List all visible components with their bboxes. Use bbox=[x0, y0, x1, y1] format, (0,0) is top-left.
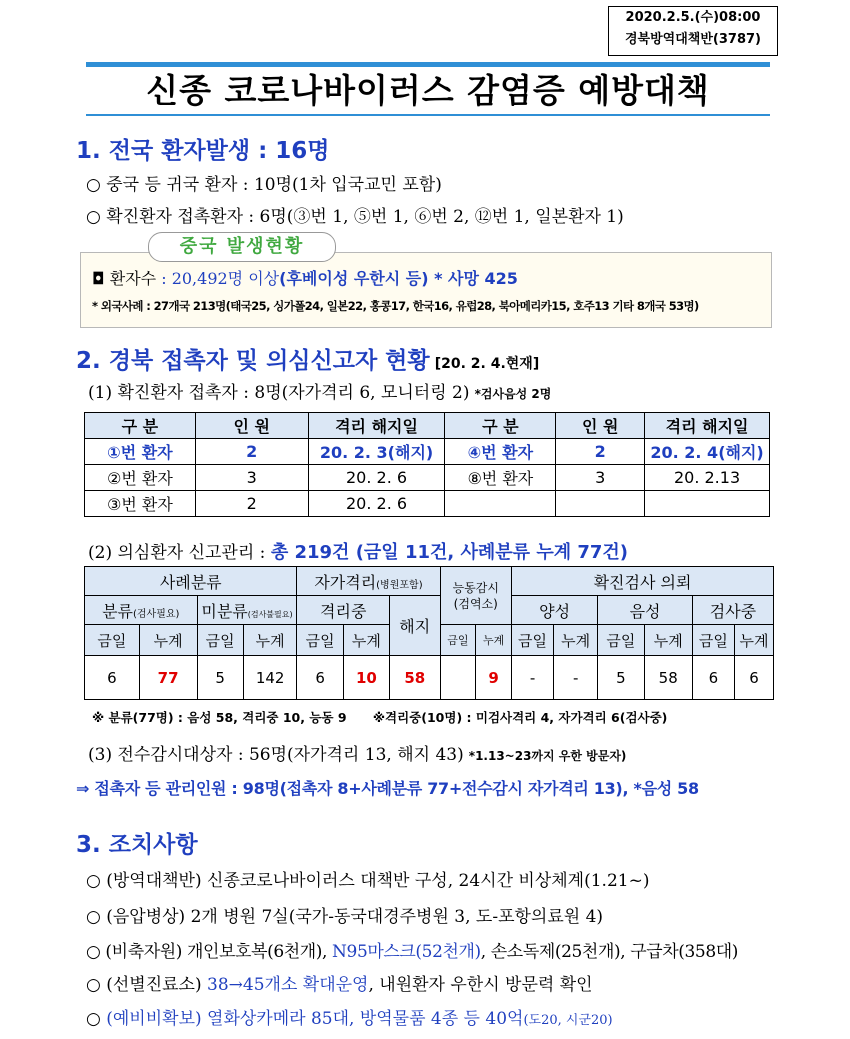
action-item-4-expand: 38→45개소 확대운영 bbox=[207, 975, 369, 995]
col-header: 인 원 bbox=[195, 413, 308, 439]
header-testing: 검사중 bbox=[692, 596, 773, 625]
action-item-1: ○ (방역대책반) 신종코로나바이러스 대책반 구성, 24시간 비상체계(1.21~) bbox=[86, 871, 650, 891]
header-classified-label: 분류 bbox=[102, 601, 133, 621]
table-cell: ⑧번 환자 bbox=[445, 465, 556, 491]
col-header: 구 분 bbox=[85, 413, 196, 439]
china-status-box bbox=[80, 252, 772, 328]
action-item-5-split: (도20, 시군20) bbox=[523, 1013, 613, 1028]
col-header: 격리 해지일 bbox=[308, 413, 445, 439]
header-case-class: 사례분류 bbox=[85, 567, 297, 596]
value-cell: 77 bbox=[139, 656, 197, 700]
header-today: 금일 bbox=[197, 625, 243, 656]
header-today: 금일 bbox=[692, 625, 734, 656]
section1-heading: 1. 전국 환자발생 : 16명 bbox=[76, 138, 330, 164]
sub1-note: *검사음성 2명 bbox=[474, 387, 552, 401]
contacts-table bbox=[84, 412, 770, 517]
table-cell: 20. 2. 4(해지) bbox=[645, 439, 770, 465]
value-cell: 10 bbox=[343, 656, 389, 700]
china-patient-count: : 20,492명 이상 bbox=[156, 269, 280, 288]
value-cell: 58 bbox=[390, 656, 440, 700]
section2-heading-line bbox=[76, 342, 539, 375]
table-cell: ④번 환자 bbox=[445, 439, 556, 465]
header-confirm-test: 확진검사 의뢰 bbox=[512, 567, 774, 596]
report-date: 2020.2.5.(수)08:00 bbox=[625, 10, 761, 25]
china-patient-line bbox=[92, 266, 518, 289]
header-total: 누계 bbox=[476, 625, 512, 656]
table-cell: 3 bbox=[556, 465, 645, 491]
china-patient-detail: (후베이성 우한시 등) * 사망 425 bbox=[279, 269, 518, 288]
header-active-note: (검역소) bbox=[453, 596, 498, 611]
header-self-isolation bbox=[297, 567, 440, 596]
value-cell: 142 bbox=[243, 656, 297, 700]
header-today: 금일 bbox=[297, 625, 343, 656]
date-box bbox=[608, 6, 778, 56]
sub2-line bbox=[88, 538, 628, 564]
header-total: 누계 bbox=[554, 625, 598, 656]
col-header: 구 분 bbox=[445, 413, 556, 439]
china-foreign-cases: * 외국사례 : 27개국 213명(태국25, 싱가폴24, 일본22, 홍콩17, 한국16, 유럽28, 북아메리카15, 호주13 기타 8개국 53명) bbox=[92, 299, 699, 313]
header-released: 해지 bbox=[390, 596, 440, 656]
sub3-line bbox=[88, 740, 626, 765]
value-cell: 5 bbox=[598, 656, 644, 700]
note-classified: ※ 분류(77명) : 음성 58, 격리중 10, 능동 9 bbox=[92, 710, 347, 725]
table-cell: 20. 2. 6 bbox=[308, 491, 445, 517]
sub2-highlight: 총 219건 (금일 11건, 사례분류 누계 77건) bbox=[270, 542, 629, 563]
table-cell: 20. 2. 6 bbox=[308, 465, 445, 491]
header-unclassified bbox=[197, 596, 297, 625]
china-status-title: 중국 발생현황 bbox=[148, 232, 336, 262]
table-row bbox=[85, 491, 770, 517]
action-item-4-part3: , 내원환자 우한시 방문력 확인 bbox=[368, 975, 593, 995]
table-header-row bbox=[85, 567, 774, 596]
header-unclassified-note: (검사불필요) bbox=[247, 609, 293, 619]
table-cell: ③번 환자 bbox=[85, 491, 196, 517]
title-bottom-rule bbox=[86, 114, 770, 116]
action-item-5-bullet: ○ bbox=[86, 1009, 107, 1029]
title-top-rule bbox=[86, 62, 770, 67]
table-cell: 20. 2.13 bbox=[645, 465, 770, 491]
value-cell: 5 bbox=[197, 656, 243, 700]
action-item-5 bbox=[86, 1004, 613, 1029]
header-negative: 음성 bbox=[598, 596, 693, 625]
managed-total: ⇒ 접촉자 등 관리인원 : 98명(접촉자 8+사례분류 77+전수감시 자가격리 13), *음성 58 bbox=[76, 779, 699, 798]
header-classified bbox=[85, 596, 198, 625]
section1-item-1: ○ 중국 등 귀국 환자 : 10명(1차 입국교민 포함) bbox=[86, 175, 442, 195]
table-header-row bbox=[85, 413, 770, 439]
note-isolating: ※격리중(10명) : 미검사격리 4, 자가격리 6(검사중) bbox=[372, 710, 668, 725]
table-notes bbox=[92, 708, 667, 726]
header-positive: 양성 bbox=[512, 596, 598, 625]
table-cell bbox=[445, 491, 556, 517]
header-today: 금일 bbox=[440, 625, 476, 656]
table-cell: 2 bbox=[195, 491, 308, 517]
col-header: 인 원 bbox=[556, 413, 645, 439]
sub1-label: (1) 확진환자 접촉자 : 8명(자가격리 6, 모니터링 2) bbox=[88, 383, 470, 403]
table-cell: ①번 환자 bbox=[85, 439, 196, 465]
table-cell bbox=[556, 491, 645, 517]
value-cell bbox=[440, 656, 476, 700]
table-cell: ②번 환자 bbox=[85, 465, 196, 491]
table-row bbox=[85, 465, 770, 491]
action-item-3 bbox=[86, 937, 738, 962]
header-total: 누계 bbox=[644, 625, 692, 656]
col-header: 격리 해지일 bbox=[645, 413, 770, 439]
header-classified-note: (검사필요) bbox=[133, 608, 180, 620]
table-cell: 2 bbox=[556, 439, 645, 465]
header-isolating: 격리중 bbox=[297, 596, 390, 625]
header-today: 금일 bbox=[512, 625, 554, 656]
table-cell: 2 bbox=[195, 439, 308, 465]
action-item-3-mask: N95마스크(52천개) bbox=[332, 942, 481, 962]
value-cell: 6 bbox=[297, 656, 343, 700]
value-cell: - bbox=[554, 656, 598, 700]
table-row bbox=[85, 656, 774, 700]
table-header-row bbox=[85, 596, 774, 625]
section2-date: [20. 2. 4.현재] bbox=[434, 356, 540, 372]
page-title: 신종 코로나바이러스 감염증 예방대책 bbox=[146, 71, 710, 110]
header-today: 금일 bbox=[85, 625, 140, 656]
report-dept: 경북방역대책반(3787) bbox=[625, 32, 761, 47]
action-item-3-part3: , 손소독제(25천개), 구급차(358대) bbox=[480, 942, 739, 962]
action-item-4-part1: ○ (선별진료소) bbox=[86, 975, 208, 995]
sub2-label: (2) 의심환자 신고관리 : bbox=[88, 543, 271, 563]
sub3-label: (3) 전수감시대상자 : 56명(자가격리 13, 해지 43) bbox=[88, 745, 464, 765]
value-cell: 58 bbox=[644, 656, 692, 700]
table-cell bbox=[645, 491, 770, 517]
header-today: 금일 bbox=[598, 625, 644, 656]
section3-heading: 3. 조치사항 bbox=[76, 832, 198, 858]
action-item-4 bbox=[86, 970, 593, 995]
value-cell: 9 bbox=[476, 656, 512, 700]
table-row bbox=[85, 439, 770, 465]
table-cell: 3 bbox=[195, 465, 308, 491]
action-item-2: ○ (음압병상) 2개 병원 7실(국가-동국대경주병원 3, 도-포항의료원 4) bbox=[86, 907, 604, 927]
table-cell: 20. 2. 3(해지) bbox=[308, 439, 445, 465]
header-total: 누계 bbox=[139, 625, 197, 656]
value-cell: - bbox=[512, 656, 554, 700]
china-bullet-label: ◘ 환자수 bbox=[92, 269, 157, 288]
sub1-line bbox=[88, 378, 551, 403]
header-self-label: 자가격리 bbox=[314, 572, 377, 592]
action-item-3-part1: ○ (비축자원) 개인보호복(6천개), bbox=[86, 942, 333, 962]
header-total: 누계 bbox=[734, 625, 773, 656]
header-total: 누계 bbox=[343, 625, 389, 656]
header-unclassified-label: 미분류 bbox=[201, 601, 248, 621]
suspected-table bbox=[84, 566, 774, 700]
value-cell: 6 bbox=[692, 656, 734, 700]
header-self-note: (병원포함) bbox=[376, 579, 423, 591]
header-active-monitoring bbox=[440, 567, 512, 625]
value-cell: 6 bbox=[85, 656, 140, 700]
header-total: 누계 bbox=[243, 625, 297, 656]
section2-heading: 2. 경북 접촉자 및 의심신고자 현황 bbox=[76, 348, 430, 374]
header-active-label: 능동감시 bbox=[452, 580, 499, 595]
action-item-5-budget: (예비비확보) 열화상카메라 85대, 방역물품 4종 등 40억 bbox=[106, 1009, 524, 1029]
sub3-note: *1.13~23까지 우한 방문자) bbox=[468, 749, 627, 763]
value-cell: 6 bbox=[734, 656, 773, 700]
section1-item-2: ○ 확진환자 접촉환자 : 6명(③번 1, ⑤번 1, ⑥번 2, ⑫번 1, 일본환자 1) bbox=[86, 207, 624, 227]
